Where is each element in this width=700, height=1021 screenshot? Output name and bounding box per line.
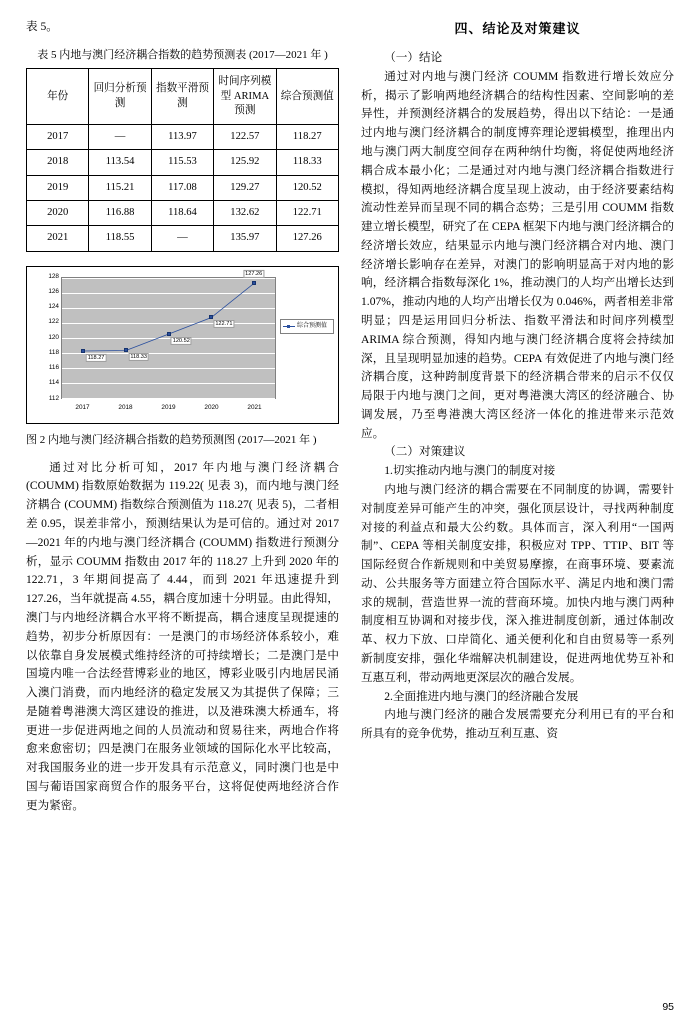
chart-data-point	[252, 281, 256, 285]
chart-y-tick-label: 126	[48, 287, 59, 295]
chart-y-tick-label: 118	[48, 348, 59, 356]
cell-year: 2020	[27, 201, 89, 226]
suggestion-1-text: 内地与澳门经济的耦合需要在不同制度的协调，需要针对制度差异可能产生的冲突，强化顶层设计，寻找两种制度对接的利益点和最大公约数。具体而言，深入利用“一国两制”、CEPA 等相关制度安排，积极应对 TPP、TTIP、BIT 等国际经贸合作新规则和中美贸易摩擦，在商事环境、要素流动、公共服务等方面建立符合国际水平、满足内地和澳门需求的规制，营造世界一流的营商环境。加快内地与澳门两种制度相互协调和对接步伐，深入推进制度创新，通过体制改革、权力下放、口岸简化、通关便利化和自由贸易等一系列新制度安排，强化华端解决机制建设，促进两地优势互补和互惠互利，带动两地更深层次的融合发展。	[361, 483, 674, 684]
chart-point-label: 120.52	[172, 337, 190, 344]
col-header-arima: 时间序列模型 ARIMA 预测	[214, 69, 276, 125]
col-header-smoothing: 指数平滑预测	[151, 69, 213, 125]
table-caption: 表 5 内地与澳门经济耦合指数的趋势预测表 (2017—2021 年 )	[37, 48, 328, 61]
col-header-regression: 回归分析预测	[89, 69, 151, 125]
forecast-table	[26, 68, 339, 251]
table-row	[27, 125, 339, 150]
chart-y-tick-label: 122	[48, 318, 59, 326]
continued-text: 表 5。	[26, 20, 58, 33]
cell-smoothing: —	[151, 226, 213, 251]
chart-data-point	[124, 348, 128, 352]
two-column-layout	[26, 18, 674, 1011]
subsection-heading-conclusion: （一）结论	[384, 51, 443, 65]
col-header-year: 年份	[27, 69, 89, 125]
chart-y-tick-label: 112	[48, 394, 59, 402]
chart-plot-area	[61, 271, 276, 399]
page-number: 95	[662, 1001, 674, 1013]
right-paragraph-conclusion: 通过对内地与澳门经济 COUMM 指数进行增长效应分析，揭示了影响两地经济耦合的结构性因素、空间影响的差异性，并预测经济耦合的发展趋势，得出以下结论：一是通过内地与澳门经济耦合的制度博弈理论逻辑模型，推理出内地与澳门两大制度空间存在两种纳什均衡，将促使两地经济耦合成本最小化；二是通过对内地与澳门经济耦合指数进行模拟，得知两地经济耦合度呈现上波动，由于经济要素结构流动性差异而呈现不同的耦合态势；三是引用 COUMM 指数建立增长模型，研究了在 CEPA 框架下内地与澳门经济耦合的经济增长效应，结果显示内地与澳门经济耦合对内地、澳门经济增长影响存在差异，对澳门的影响明显高于对内地的影响，经济耦合指数每深化 1%，推动澳门的人均产出增长达到 1.07%，推动内地的人均产出增长仅为 0.046%，两者相差非常明显；四是运用回归分析法、指数平滑法和时间序列模型 ARIMA 综合预测，得知内地与澳门经济耦合度将会持续加深，且呈现明显加速的趋势。CEPA 有效促进了内地与澳门经济耦合度，这种跨制度背景下的经济耦合带来的启示不仅仅局限于内地与澳门之间，更对粤港澳大湾区的经济融合、协调发展，乃至粤港澳大湾区经济一体化的推进带来示范效应。	[361, 69, 674, 440]
chart-y-tick-label: 120	[48, 333, 59, 341]
table-row	[27, 201, 339, 226]
chart-x-tick-label: 2020	[204, 403, 219, 411]
chart-y-tick-label: 114	[48, 379, 59, 387]
cell-smoothing: 118.64	[151, 201, 213, 226]
cell-smoothing: 115.53	[151, 150, 213, 175]
right-column	[361, 18, 674, 1011]
cell-composite: 120.52	[276, 175, 338, 200]
cell-year: 2018	[27, 150, 89, 175]
chart-x-tick-label: 2018	[118, 403, 133, 411]
chart-y-axis	[27, 272, 59, 402]
cell-arima: 122.57	[214, 125, 276, 150]
chart-x-tick-label: 2019	[161, 403, 176, 411]
chart-y-tick-label: 116	[48, 363, 59, 371]
cell-year: 2017	[27, 125, 89, 150]
legend-label: 综合预测值	[297, 322, 328, 329]
cell-composite: 122.71	[276, 201, 338, 226]
cell-arima: 125.92	[214, 150, 276, 175]
cell-arima: 129.27	[214, 175, 276, 200]
cell-smoothing: 117.08	[151, 175, 213, 200]
cell-smoothing: 113.97	[151, 125, 213, 150]
cell-regression: 115.21	[89, 175, 151, 200]
table-row	[27, 150, 339, 175]
left-paragraph-1: 通过对比分析可知，2017 年内地与澳门经济耦合 (COUMM) 指数原始数据为 119.22( 见表 3)，而内地与澳门经济耦合 (COUMM) 指数综合预测值为 118.27( 见表 5)，二者相差 0.95，误差非常小，预测结果认为是可信的。通过对 2017—2021 年的内地与澳门经济耦合 (COUMM) 指数进行预测分析，显示 COUMM 指数由 2017 年的 118.27 上升到 2020 年的 122.71，3 年期间提高了 4.44，而到 2021 年迅速提升到 127.26，当年就提高 4.55，耦合度加速十分明显。由此得知，澳门与内地经济耦合水平将不断提高，耦合速度呈现提速的趋势，初步分析原因有：一是澳门的市场经济体系较小，难以依靠自身发展模式维持经济的可持续增长；二是澳门是中国境内唯一合法经营博彩业的地区，博彩业吸引内地居民涌入澳门消费，而内地经济的稳定发展又为其提供了保障；三是随着粤港澳大湾区建设的推进，以及港珠澳大桥通车，将更进一步促进两地之间的人员流动和贸易往来，两地合作将愈来愈密切；四是澳门在服务业领域的国际化水平比较高，对我国服务业的进一步开发具有示范意义，同时澳门也是中国与葡语国家商贸合作的服务平台，这将促使两地经济合作更为紧密。	[26, 460, 339, 812]
cell-regression: —	[89, 125, 151, 150]
chart-data-point	[81, 349, 85, 353]
chart-y-tick-label: 128	[48, 272, 59, 280]
cell-regression: 118.55	[89, 226, 151, 251]
legend-swatch	[283, 326, 295, 327]
section-heading: 四、结论及对策建议	[454, 21, 581, 36]
subsection-heading-suggestions: （二）对策建议	[384, 445, 466, 459]
chart-legend	[280, 319, 334, 334]
left-column	[26, 18, 339, 1011]
figure-caption: 图 2 内地与澳门经济耦合指数的趋势预测图 (2017—2021 年 )	[26, 433, 317, 446]
chart-gridline	[62, 398, 275, 399]
cell-arima: 132.62	[214, 201, 276, 226]
cell-composite: 118.33	[276, 150, 338, 175]
chart-data-point	[167, 332, 171, 336]
suggestion-2-heading: 2.全面推进内地与澳门的经济融合发展	[384, 689, 579, 703]
chart-point-label: 118.27	[87, 354, 105, 361]
cell-arima: 135.97	[214, 226, 276, 251]
cell-year: 2021	[27, 226, 89, 251]
table-row	[27, 175, 339, 200]
suggestion-1-heading: 1.切实推动内地与澳门的制度对接	[384, 464, 556, 478]
col-header-composite: 综合预测值	[276, 69, 338, 125]
chart-inner	[27, 267, 338, 423]
table-row	[27, 226, 339, 251]
cell-year: 2019	[27, 175, 89, 200]
cell-regression: 113.54	[89, 150, 151, 175]
chart-point-label: 127.26	[245, 271, 263, 278]
chart-y-tick-label: 124	[48, 302, 59, 310]
cell-composite: 127.26	[276, 226, 338, 251]
trend-forecast-chart	[26, 266, 339, 424]
chart-point-label: 118.33	[130, 354, 148, 361]
chart-x-tick-label: 2017	[75, 403, 90, 411]
table-header-row	[27, 69, 339, 125]
chart-x-tick-label: 2021	[247, 403, 262, 411]
chart-series-line	[62, 278, 275, 398]
chart-point-label: 122.71	[215, 321, 233, 328]
suggestion-2-text: 内地与澳门经济的融合发展需要充分利用已有的平台和所具有的竞争优势，推动互利互惠、资	[361, 708, 674, 741]
cell-composite: 118.27	[276, 125, 338, 150]
chart-data-point	[209, 315, 213, 319]
chart-x-axis	[61, 403, 276, 417]
cell-regression: 116.88	[89, 201, 151, 226]
